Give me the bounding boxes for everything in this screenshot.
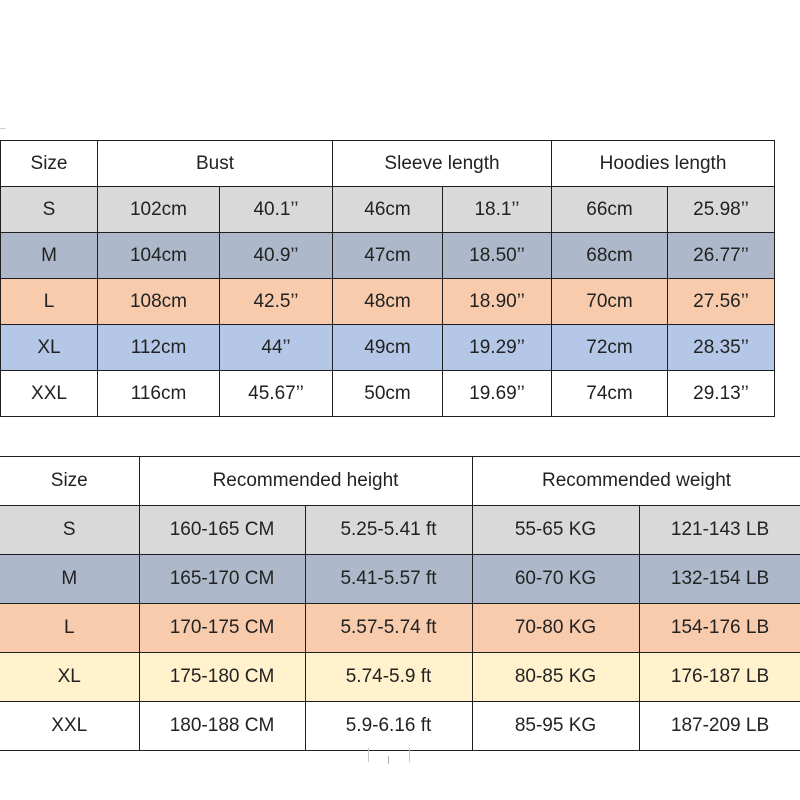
hoodies-in-cell: 27.56’’	[668, 279, 775, 325]
hoodies-in-cell: 28.35’’	[668, 325, 775, 371]
height-ft-cell: 5.9-6.16 ft	[305, 702, 472, 751]
sleeve-in-cell: 19.69’’	[443, 371, 552, 417]
recommendation-header-row	[0, 457, 800, 506]
size-cell: XL	[0, 653, 139, 702]
height-cm-cell: 165-170 CM	[139, 555, 305, 604]
bust-cm-cell: 116cm	[98, 371, 220, 417]
hoodies-in-cell: 26.77’’	[668, 233, 775, 279]
sleeve-cm-cell: 47cm	[333, 233, 443, 279]
recommended-height-header: Recommended height	[139, 457, 472, 506]
size-header: Size	[0, 457, 139, 506]
weight-lb-cell: 132-154 LB	[639, 555, 800, 604]
bust-in-cell: 40.9’’	[220, 233, 333, 279]
sleeve-cm-cell: 50cm	[333, 371, 443, 417]
hoodies-in-cell: 29.13’’	[668, 371, 775, 417]
edge-mark	[0, 128, 6, 129]
hoodies-length-header: Hoodies length	[552, 141, 775, 187]
sleeve-cm-cell: 48cm	[333, 279, 443, 325]
bust-header: Bust	[98, 141, 333, 187]
sleeve-in-cell: 18.1’’	[443, 187, 552, 233]
weight-kg-cell: 70-80 KG	[472, 604, 639, 653]
hoodies-cm-cell: 66cm	[552, 187, 668, 233]
tick-mark	[368, 748, 410, 762]
weight-lb-cell: 121-143 LB	[639, 506, 800, 555]
recommended-weight-header: Recommended weight	[472, 457, 800, 506]
size-header: Size	[1, 141, 98, 187]
sleeve-in-cell: 19.29’’	[443, 325, 552, 371]
bust-cm-cell: 102cm	[98, 187, 220, 233]
height-ft-cell: 5.74-5.9 ft	[305, 653, 472, 702]
weight-kg-cell: 85-95 KG	[472, 702, 639, 751]
hoodies-cm-cell: 72cm	[552, 325, 668, 371]
hoodies-cm-cell: 74cm	[552, 371, 668, 417]
bust-cm-cell: 108cm	[98, 279, 220, 325]
size-cell: XXL	[0, 702, 139, 751]
table-row	[0, 506, 800, 555]
sleeve-cm-cell: 49cm	[333, 325, 443, 371]
sleeve-cm-cell: 46cm	[333, 187, 443, 233]
hoodies-cm-cell: 68cm	[552, 233, 668, 279]
table-row	[1, 279, 775, 325]
bust-in-cell: 42.5’’	[220, 279, 333, 325]
table-row	[0, 555, 800, 604]
size-cell: XL	[1, 325, 98, 371]
size-cell: L	[1, 279, 98, 325]
weight-lb-cell: 154-176 LB	[639, 604, 800, 653]
bust-in-cell: 40.1’’	[220, 187, 333, 233]
bust-cm-cell: 104cm	[98, 233, 220, 279]
table-row	[1, 325, 775, 371]
weight-kg-cell: 60-70 KG	[472, 555, 639, 604]
sleeve-length-header: Sleeve length	[333, 141, 552, 187]
tick-mark-center	[388, 756, 389, 764]
table-row	[1, 187, 775, 233]
sleeve-in-cell: 18.90’’	[443, 279, 552, 325]
weight-kg-cell: 80-85 KG	[472, 653, 639, 702]
height-cm-cell: 180-188 CM	[139, 702, 305, 751]
size-cell: M	[0, 555, 139, 604]
sleeve-in-cell: 18.50’’	[443, 233, 552, 279]
bust-cm-cell: 112cm	[98, 325, 220, 371]
size-cell: M	[1, 233, 98, 279]
height-cm-cell: 170-175 CM	[139, 604, 305, 653]
bust-in-cell: 45.67’’	[220, 371, 333, 417]
height-cm-cell: 175-180 CM	[139, 653, 305, 702]
height-ft-cell: 5.57-5.74 ft	[305, 604, 472, 653]
size-cell: S	[1, 187, 98, 233]
hoodies-cm-cell: 70cm	[552, 279, 668, 325]
size-cell: L	[0, 604, 139, 653]
table-row	[0, 702, 800, 751]
recommendation-table	[0, 456, 800, 751]
table-row	[1, 371, 775, 417]
measurements-table	[0, 140, 775, 417]
height-ft-cell: 5.25-5.41 ft	[305, 506, 472, 555]
table-row	[0, 604, 800, 653]
height-cm-cell: 160-165 CM	[139, 506, 305, 555]
size-cell: XXL	[1, 371, 98, 417]
bust-in-cell: 44’’	[220, 325, 333, 371]
table-row	[0, 653, 800, 702]
weight-kg-cell: 55-65 KG	[472, 506, 639, 555]
size-cell: S	[0, 506, 139, 555]
weight-lb-cell: 176-187 LB	[639, 653, 800, 702]
table-row	[1, 233, 775, 279]
measurements-header-row	[1, 141, 775, 187]
weight-lb-cell: 187-209 LB	[639, 702, 800, 751]
height-ft-cell: 5.41-5.57 ft	[305, 555, 472, 604]
hoodies-in-cell: 25.98’’	[668, 187, 775, 233]
